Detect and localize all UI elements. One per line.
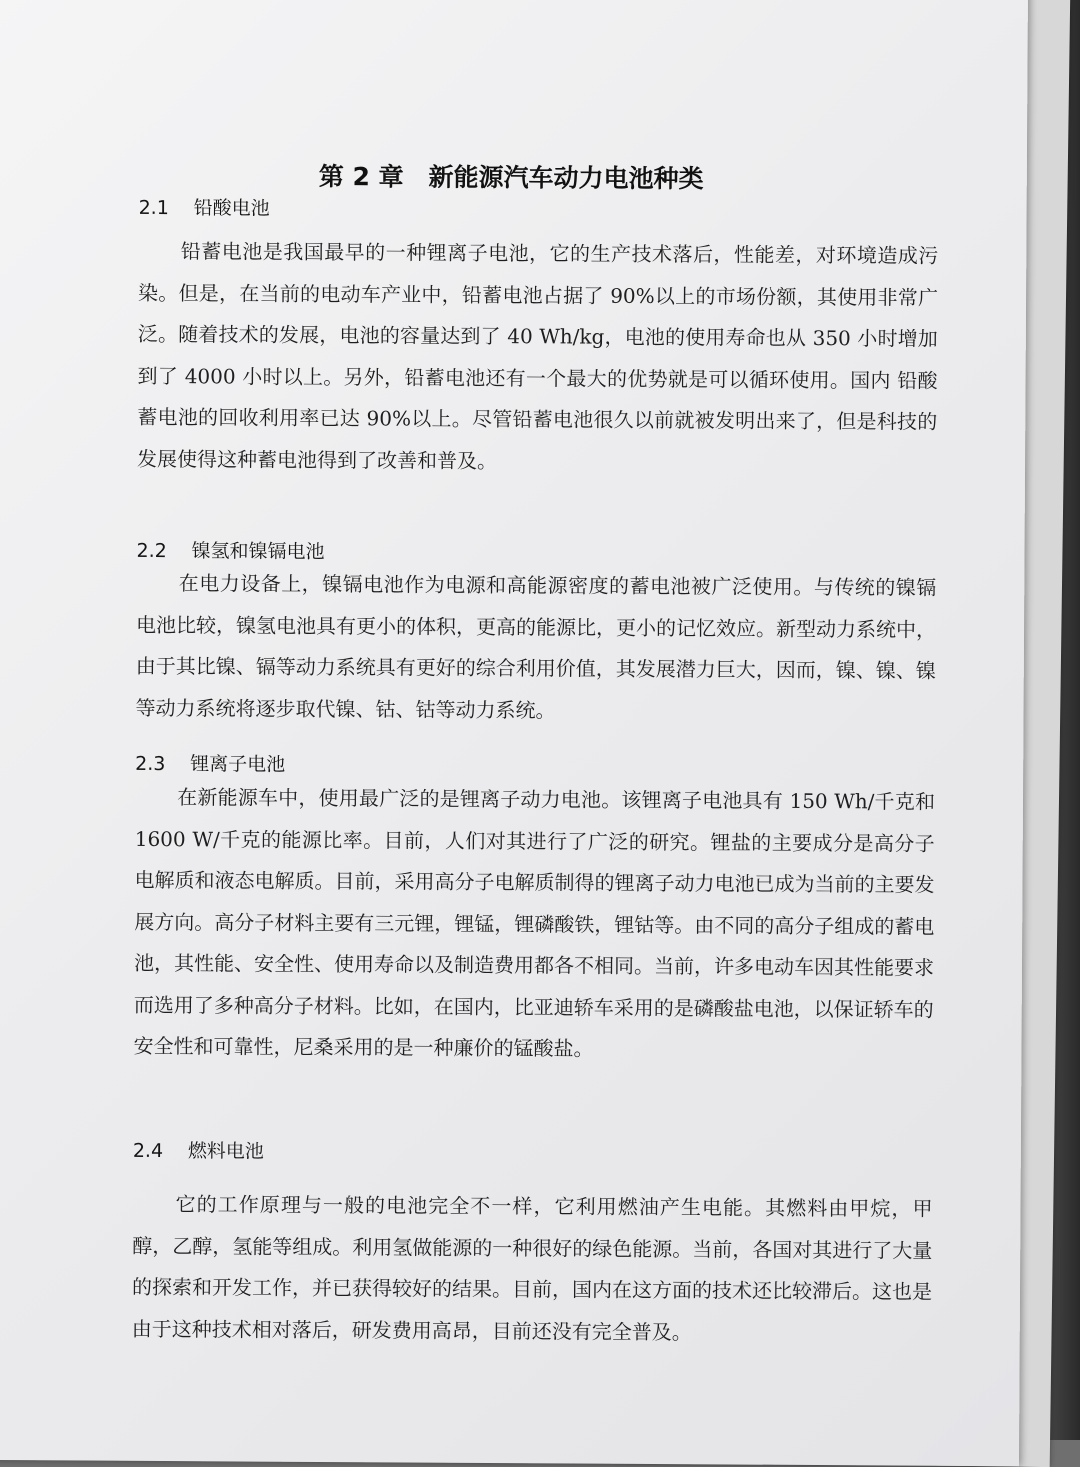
section-number: 2.2: [136, 539, 167, 563]
section-heading: [139, 193, 270, 221]
section-title: 铅酸电池: [193, 197, 270, 220]
paragraph-text: 铅蓄电池是我国最早的一种锂离子电池，它的生产技术落后，性能差，对环境造成污染。但是，在当前的电动车产业中，铅蓄电池占据了 90%以上的市场份额，其使用非常广泛。随着技术的发展，电池的容量达到了 40 Wh/kg，电池的使用寿命也从 350 小时增加到了 4000 小时以上。另外，铅蓄电池还有一个最大的优势就是可以循环使用。国内 铅酸蓄电池的回收利用率已达 90%以上。尽管铅蓄电池很久以前就被发明出来了，但是科技的发展使得这种蓄电池得到了改善和普及。: [137, 239, 939, 473]
section-number: 2.3: [135, 752, 166, 776]
paragraph: [137, 231, 939, 485]
section-number: 2.1: [138, 196, 169, 220]
paragraph: [132, 1184, 933, 1355]
section-heading: [136, 536, 324, 564]
section-title: 燃料电池: [187, 1140, 264, 1163]
section-heading: [133, 1136, 264, 1164]
section-title: 镍氢和镍镉电池: [191, 540, 325, 563]
paragraph: [133, 777, 935, 1072]
section-title: 锂离子电池: [190, 753, 286, 776]
paragraph-text: 在新能源车中，使用最广泛的是锂离子动力电池。该锂离子电池具有 150 Wh/千克和 1600 W/千克的能源比率。目前，人们对其进行了广泛的研究。锂盐的主要成分是高分子电解质和液态电解质。目前，采用高分子电解质制得的锂离子动力电池已成为当前的主要发展方向。高分子材料主要有三元锂，锂锰，锂磷酸铁，锂钴等。由不同的高分子组成的蓄电池，其性能、安全性、使用寿命以及制造费用都各不相同。当前，许多电动车因其性能要求而选用了多种高分子材料。比如，在国内，比亚迪轿车采用的是磷酸盐电池，以保证轿车的安全性和可靠性，尼桑采用的是一种廉价的锰酸盐。: [133, 785, 936, 1061]
paragraph-text: 它的工作原理与一般的电池完全不一样，它利用燃油产生电能。其燃料由甲烷，甲醇，乙醇，氢能等组成。利用氢做能源的一种很好的绿色能源。当前，各国对其进行了大量的探索和开发工作，并已获得较好的结果。目前，国内在这方面的技术还比较滞后。这也是由于这种技术相对落后，研发费用高昂，目前还没有完全普及。: [131, 1192, 933, 1344]
section-number: 2.4: [132, 1139, 164, 1163]
section-heading: [135, 749, 285, 777]
chapter-title: 第 2 章 新能源汽车动力电池种类: [318, 161, 704, 194]
paragraph-text: 在电力设备上，镍镉电池作为电源和高能源密度的蓄电池被广泛使用。与传统的镍镉电池比较，镍氢电池具有更小的体积，更高的能源比，更小的记忆效应。新型动力系统中，由于其比镍、镉等动力系统具有更好的综合利用价值，其发展潜力巨大，因而，镍、镍、镍等动力系统将逐步取代镍、钴、钴等动力系统。: [135, 571, 937, 722]
paragraph: [135, 563, 936, 734]
